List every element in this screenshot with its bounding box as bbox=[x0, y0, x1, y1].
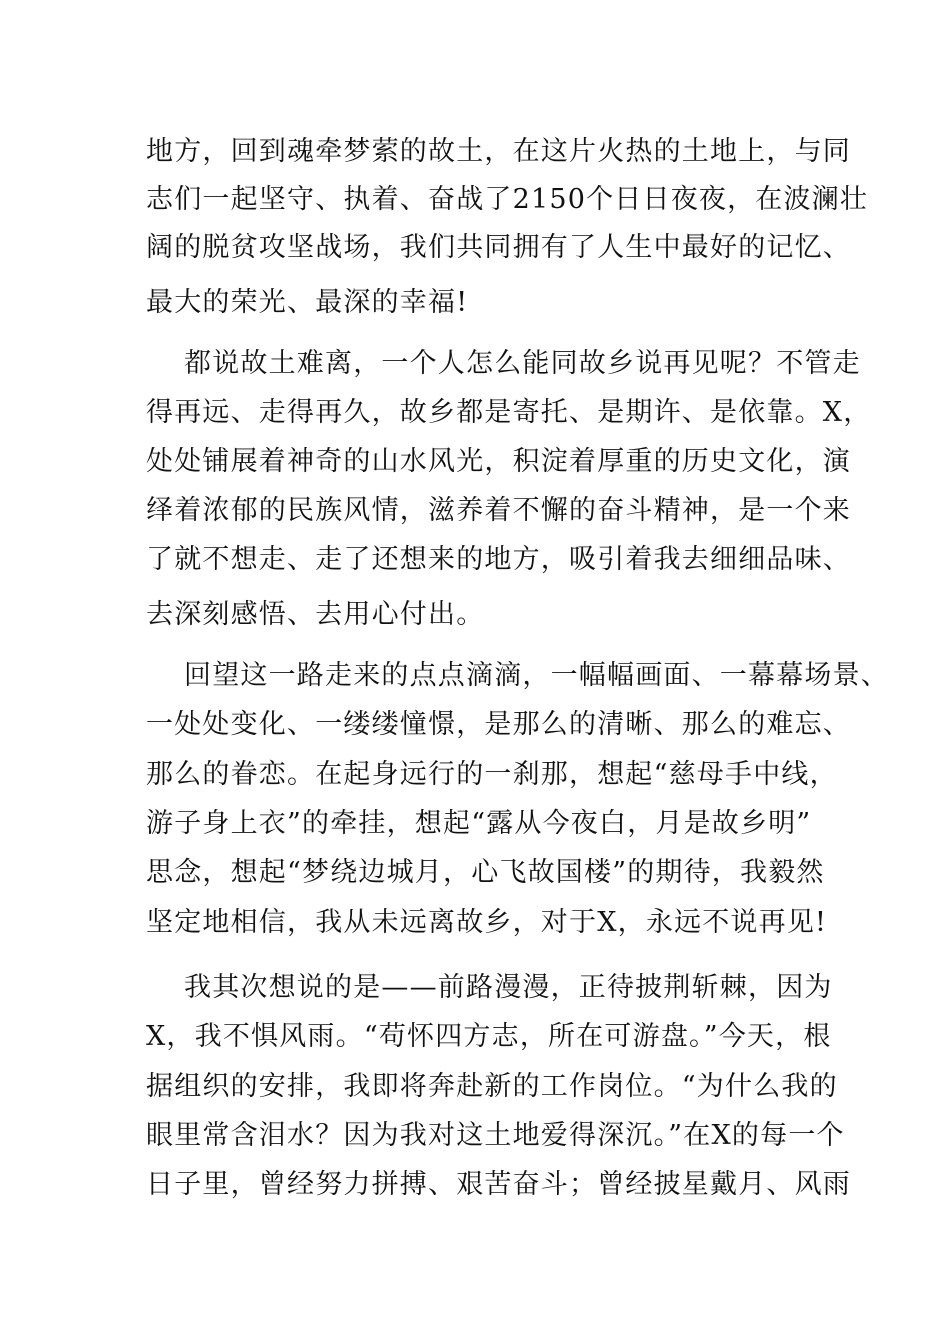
text-line: 一处处变化、一缕缕憧憬，是那么的清晰、那么的难忘、 bbox=[146, 709, 851, 740]
text-line: 去深刻感悟、去用心付出。 bbox=[146, 599, 485, 630]
text-line: 思念，想起“梦绕边城月，心飞故国楼”的期待，我毅然 bbox=[146, 857, 825, 888]
text-line: 眼里常含泪水？因为我对这土地爱得深沉。”在X的每一个 bbox=[146, 1120, 845, 1151]
paragraph-start-line: 都说故土难离，一个人怎么能同故乡说再见呢？不管走 bbox=[184, 348, 861, 379]
text-line: 阔的脱贫攻坚战场，我们共同拥有了人生中最好的记忆、 bbox=[146, 232, 851, 263]
text-line: 了就不想走、走了还想来的地方，吸引着我去细细品味、 bbox=[146, 544, 851, 575]
text-line: 地方，回到魂牵梦萦的故土，在这片火热的土地上，与同 bbox=[146, 136, 851, 167]
text-line: 日子里，曾经努力拼搏、艰苦奋斗；曾经披星戴月、风雨 bbox=[146, 1169, 851, 1200]
text-line: 最大的荣光、最深的幸福! bbox=[146, 287, 469, 318]
text-line: 处处铺展着神奇的山水风光，积淀着厚重的历史文化，演 bbox=[146, 446, 851, 477]
text-line: 得再远、走得再久，故乡都是寄托、是期许、是依靠。X， bbox=[146, 397, 872, 428]
text-line: 志们一起坚守、执着、奋战了2150个日日夜夜，在波澜壮 bbox=[146, 184, 869, 215]
text-line: 那么的眷恋。在起身远行的一刹那，想起“慈母手中线， bbox=[146, 759, 838, 790]
text-line: 据组织的安排，我即将奔赴新的工作岗位。“为什么我的 bbox=[146, 1071, 838, 1102]
text-line: 绎着浓郁的民族风情，滋养着不懈的奋斗精神，是一个来 bbox=[146, 495, 851, 526]
paragraph-start-line: 回望这一路走来的点点滴滴，一幅幅画面、一幕幕场景、 bbox=[184, 660, 889, 691]
text-line: 坚定地相信，我从未远离故乡，对于X，永远不说再见! bbox=[146, 907, 828, 938]
text-line: X，我不惧风雨。“苟怀四方志，所在可游盘。”今天，根 bbox=[146, 1021, 832, 1052]
paragraph-start-line: 我其次想说的是——前路漫漫，正待披荆斩棘，因为 bbox=[184, 972, 833, 1003]
text-line: 游子身上衣”的牵挂，想起“露从今夜白，月是故乡明” bbox=[146, 808, 812, 839]
